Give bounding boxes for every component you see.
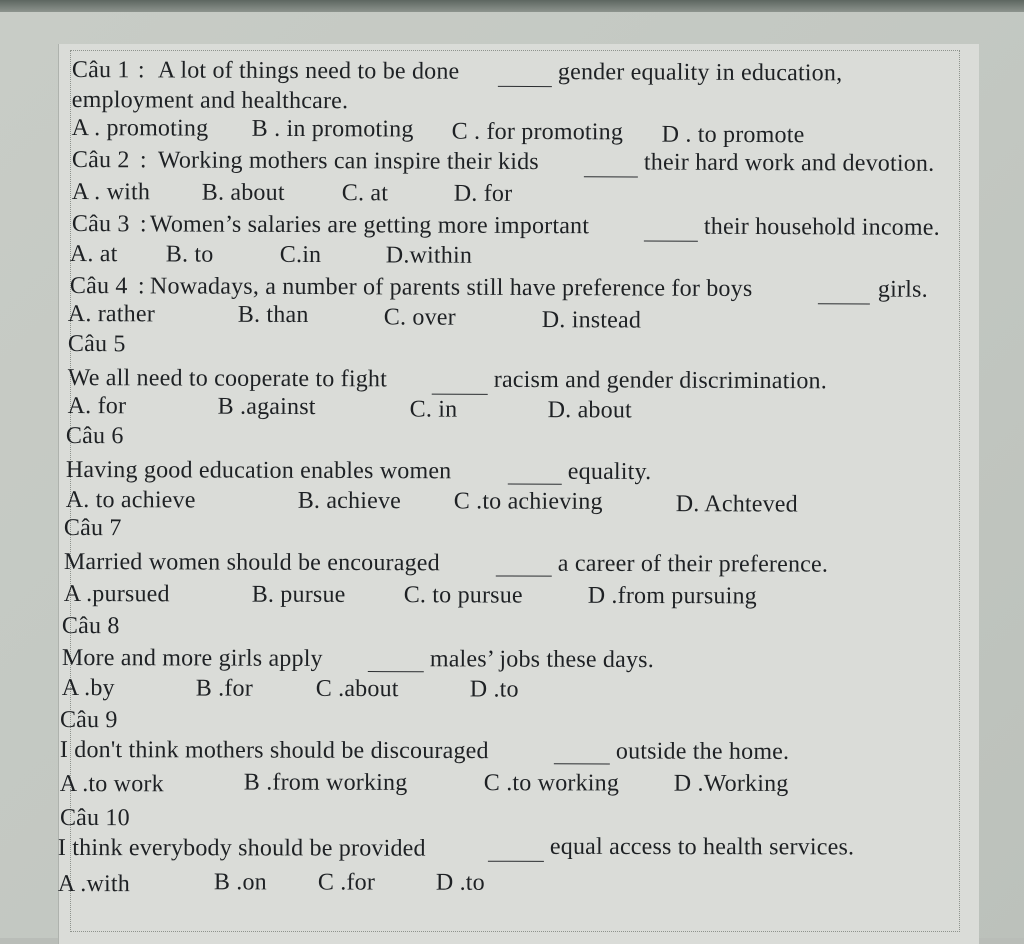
question-label: Câu 5 <box>67 330 126 358</box>
question-label: Câu 8 <box>61 612 120 640</box>
question-stem-after: equal access to health services. <box>549 833 855 861</box>
window-top-bar <box>0 0 1024 12</box>
answer-blank <box>554 763 610 764</box>
option-a: A. for <box>67 392 127 420</box>
question-stem-after: a career of their preference. <box>557 550 829 578</box>
question-stem-after: equality. <box>567 458 652 486</box>
option-b: B .against <box>217 393 316 421</box>
answer-blank <box>818 303 870 304</box>
question-stem-before: Women’s salaries are getting more important <box>149 211 590 240</box>
question-label: Câu 6 <box>65 422 124 450</box>
question-label: Câu 1 <box>71 57 130 84</box>
option-a: A .with <box>57 870 130 898</box>
option-d: D. for <box>453 180 513 207</box>
question-1: Câu 1 : A lot of things need to be done gender equality in education, employment and healthcare. A . promoting B . in promoting C . for promoting D . to promote <box>71 57 843 149</box>
question-label: Câu 2 <box>71 147 130 174</box>
option-b: B . in promoting <box>251 115 414 143</box>
option-b: B. pursue <box>251 581 346 608</box>
answer-blank <box>508 484 562 485</box>
question-stem-after: girls. <box>877 276 928 303</box>
option-c: C. to pursue <box>403 582 523 609</box>
question-stem-after: racism and gender discrimination. <box>493 366 828 395</box>
option-c: C .to working <box>483 770 620 797</box>
option-a: A. at <box>69 240 118 268</box>
question-stem-before: More and more girls apply <box>61 644 323 672</box>
option-c: C .for <box>317 869 376 896</box>
answer-blank <box>488 861 544 862</box>
option-a: A. to achieve <box>65 486 196 514</box>
question-stem-before: I don't think mothers should be discouraged <box>59 736 489 765</box>
option-d: D .from pursuing <box>587 582 757 610</box>
option-b: B. to <box>165 241 214 268</box>
question-label: Câu 10 <box>59 805 130 832</box>
question-stem-after: their hard work and devotion. <box>643 149 935 177</box>
option-a: A .to work <box>59 770 164 798</box>
answer-blank <box>498 86 552 87</box>
option-a: A .by <box>61 674 115 702</box>
option-d: D .Working <box>673 770 789 797</box>
question-stem-after: their household income. <box>703 213 940 241</box>
answer-blank <box>496 575 552 576</box>
option-d: D . to promote <box>661 121 805 149</box>
option-b: B .for <box>195 675 253 702</box>
question-label: Câu 3 <box>71 211 130 238</box>
option-b: B. about <box>201 179 285 206</box>
question-4: Câu 4 : Nowadays, a number of parents still have preference for boys girls. A. rather B. than C. over D. instead <box>67 273 928 334</box>
answer-blank <box>368 671 424 672</box>
option-a: A. rather <box>67 300 155 328</box>
option-c: C.in <box>279 241 322 269</box>
option-d: D .to <box>469 676 519 703</box>
option-b: B. than <box>237 301 309 329</box>
question-stem-after: males’ jobs these days. <box>429 646 654 674</box>
option-a: A .pursued <box>63 580 170 608</box>
option-a: A . promoting <box>71 115 209 142</box>
option-d: D .to <box>435 869 485 896</box>
option-d: D. instead <box>541 307 642 334</box>
option-c: C. in <box>409 396 458 423</box>
question-2: Câu 2 : Working mothers can inspire their kids their hard work and devotion. A . with B. about C. at D. for <box>71 147 935 207</box>
option-c: C .to achieving <box>453 488 603 515</box>
question-stem-after: gender equality in education, <box>557 59 843 87</box>
question-label: Câu 9 <box>59 707 118 734</box>
question-label: Câu 4 <box>69 273 128 300</box>
option-b: B. achieve <box>297 487 402 515</box>
question-stem-before: Married women should be encouraged <box>63 548 440 577</box>
question-stem-before: Having good education enables women <box>65 456 452 485</box>
question-stem-after: outside the home. <box>615 738 790 765</box>
question-stem-line2: employment and healthcare. <box>71 87 349 115</box>
question-stem-before: A lot of things need to be done <box>157 57 460 85</box>
option-d: D. about <box>547 397 632 424</box>
option-b: B .from working <box>243 769 408 796</box>
option-d: D.within <box>385 242 473 269</box>
option-c: C .about <box>315 675 399 703</box>
question-stem-before: We all need to cooperate to fight <box>67 364 388 393</box>
question-label: Câu 7 <box>63 514 122 542</box>
question-stem-before: I think everybody should be provided <box>57 834 426 862</box>
question-stem-before: Working mothers can inspire their kids <box>157 147 539 176</box>
option-b: B .on <box>213 869 267 896</box>
option-c: C. over <box>383 304 456 331</box>
answer-blank <box>584 176 638 177</box>
question-stem-before: Nowadays, a number of parents still have preference for boys <box>149 273 753 302</box>
option-c: C . for promoting <box>451 118 624 146</box>
option-a: A . with <box>71 179 151 206</box>
option-d: D. Achteved <box>675 491 798 518</box>
option-c: C. at <box>341 180 389 207</box>
question-3: Câu 3 : Women’s salaries are getting more important their household income. A. at B. to C.in D.within <box>69 211 940 269</box>
